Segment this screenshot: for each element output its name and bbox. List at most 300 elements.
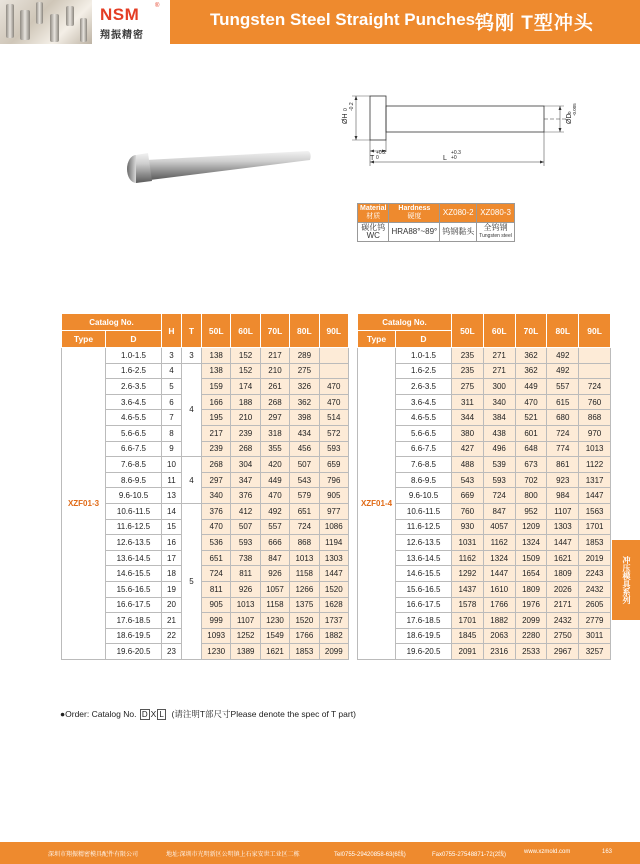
t2-price-cell: 669 bbox=[452, 488, 484, 504]
t2-price-cell: 275 bbox=[452, 379, 484, 395]
t1-price-cell: 1230 bbox=[202, 644, 231, 660]
spec-hardness-header: Hardness 硬度 bbox=[389, 204, 440, 223]
drawing-h-tol-upper: 0 bbox=[343, 108, 349, 111]
t1-price-cell: 188 bbox=[231, 394, 260, 410]
table-row bbox=[62, 503, 349, 519]
t2-price-cell: 1845 bbox=[452, 628, 484, 644]
t2-d-cell: 12.6-13.5 bbox=[396, 535, 452, 551]
t2-d-cell: 19.6-20.5 bbox=[396, 644, 452, 660]
t2-price-cell: 1447 bbox=[579, 488, 611, 504]
t1-h-cell: 10 bbox=[162, 457, 182, 473]
t2-price-cell: 868 bbox=[579, 410, 611, 426]
t1-price-cell: 811 bbox=[231, 566, 260, 582]
t1-price-cell: 318 bbox=[260, 425, 289, 441]
t1-price-cell: 398 bbox=[290, 410, 319, 426]
t2-price-cell: 1437 bbox=[452, 581, 484, 597]
t2-price-cell: 427 bbox=[452, 441, 484, 457]
logo-chinese-name: 翔振精密 bbox=[100, 30, 144, 41]
table-row bbox=[62, 425, 349, 441]
technical-drawing bbox=[330, 88, 580, 178]
t1-d-cell: 8.6-9.5 bbox=[106, 472, 162, 488]
t1-price-cell bbox=[319, 363, 348, 379]
t2-price-cell: 1509 bbox=[515, 550, 547, 566]
t1-price-cell: 268 bbox=[231, 441, 260, 457]
table-row bbox=[62, 488, 349, 504]
t1-d-cell: 11.6-12.5 bbox=[106, 519, 162, 535]
table-row bbox=[358, 519, 611, 535]
t2-price-cell: 2432 bbox=[547, 613, 579, 629]
t1-price-cell: 977 bbox=[319, 503, 348, 519]
t1-price-cell: 1158 bbox=[260, 597, 289, 613]
t1-price-cell: 926 bbox=[231, 581, 260, 597]
t1-price-cell: 376 bbox=[231, 488, 260, 504]
t2-price-cell: 1317 bbox=[579, 472, 611, 488]
t2-price-cell: 1122 bbox=[579, 457, 611, 473]
t1-price-cell: 724 bbox=[202, 566, 231, 582]
t1-h-cell: 15 bbox=[162, 519, 182, 535]
t1-h-cell: 20 bbox=[162, 597, 182, 613]
spec-col1-header: XZ080-2 bbox=[440, 204, 477, 223]
t1-price-cell: 195 bbox=[202, 410, 231, 426]
t2-price-cell: 1654 bbox=[515, 566, 547, 582]
t2-price-cell: 1209 bbox=[515, 519, 547, 535]
drawing-t-label: T bbox=[370, 155, 375, 162]
t1-d-header: D bbox=[106, 331, 162, 348]
table-row bbox=[62, 348, 349, 364]
t1-price-cell: 304 bbox=[231, 457, 260, 473]
t2-price-cell: 1853 bbox=[579, 535, 611, 551]
drawing-d-label: ØD bbox=[566, 113, 573, 124]
table-row bbox=[358, 535, 611, 551]
t1-h-cell: 6 bbox=[162, 394, 182, 410]
t2-d-cell: 5.6-6.5 bbox=[396, 425, 452, 441]
t1-price-cell: 651 bbox=[290, 503, 319, 519]
t2-price-cell: 702 bbox=[515, 472, 547, 488]
t2-price-cell: 1162 bbox=[452, 550, 484, 566]
t1-price-cell: 724 bbox=[290, 519, 319, 535]
t1-price-cell: 651 bbox=[202, 550, 231, 566]
drawing-t-tol-lower: 0 bbox=[376, 155, 379, 161]
table-row bbox=[358, 503, 611, 519]
t1-h-cell: 16 bbox=[162, 535, 182, 551]
t2-price-cell: 1809 bbox=[515, 581, 547, 597]
t2-price-cell: 1621 bbox=[547, 550, 579, 566]
table-row bbox=[358, 566, 611, 582]
t1-price-cell: 355 bbox=[260, 441, 289, 457]
t1-h-cell: 23 bbox=[162, 644, 182, 660]
table-row bbox=[358, 379, 611, 395]
t1-price-cell: 557 bbox=[260, 519, 289, 535]
t2-price-cell: 235 bbox=[452, 363, 484, 379]
t2-price-cell: 470 bbox=[515, 394, 547, 410]
table-row bbox=[62, 628, 349, 644]
t2-price-cell: 311 bbox=[452, 394, 484, 410]
order-note: (请注明T部尺寸Please denote the spec of T part) bbox=[171, 709, 356, 719]
footer-tel: Tel0755-29420858-63(6线) bbox=[334, 852, 406, 858]
t2-price-cell bbox=[579, 348, 611, 364]
t2-d-cell: 10.6-11.5 bbox=[396, 503, 452, 519]
t1-price-cell: 152 bbox=[231, 363, 260, 379]
t1-price-cell: 1194 bbox=[319, 535, 348, 551]
t1-price-cell: 261 bbox=[260, 379, 289, 395]
t1-price-cell: 1520 bbox=[319, 581, 348, 597]
t2-price-cell: 2099 bbox=[515, 613, 547, 629]
t1-d-cell: 18.6-19.5 bbox=[106, 628, 162, 644]
t1-price-cell: 340 bbox=[202, 488, 231, 504]
t2-price-cell: 543 bbox=[452, 472, 484, 488]
order-box-d: D bbox=[141, 710, 148, 719]
t2-d-cell: 11.6-12.5 bbox=[396, 519, 452, 535]
t1-price-cell: 210 bbox=[231, 410, 260, 426]
t1-d-cell: 16.6-17.5 bbox=[106, 597, 162, 613]
t2-price-cell: 384 bbox=[483, 410, 515, 426]
t2-price-cell: 380 bbox=[452, 425, 484, 441]
table-row bbox=[62, 519, 349, 535]
t1-price-cell: 579 bbox=[290, 488, 319, 504]
t1-price-cell: 138 bbox=[202, 363, 231, 379]
t1-h-cell: 14 bbox=[162, 503, 182, 519]
t1-price-cell: 152 bbox=[231, 348, 260, 364]
logo-registered-mark: ® bbox=[155, 3, 160, 9]
t1-price-cell: 1549 bbox=[260, 628, 289, 644]
t1-type-cell: XZF01-3 bbox=[62, 348, 106, 660]
t1-t-cell: 4 bbox=[182, 457, 202, 504]
order-prefix: ●Order: Catalog No. bbox=[60, 709, 137, 719]
t1-price-cell: 470 bbox=[319, 379, 348, 395]
t2-d-cell: 14.6-15.5 bbox=[396, 566, 452, 582]
t2-price-cell: 1976 bbox=[515, 597, 547, 613]
t1-d-cell: 19.6-20.5 bbox=[106, 644, 162, 660]
t2-price-cell: 673 bbox=[515, 457, 547, 473]
t1-price-cell: 456 bbox=[290, 441, 319, 457]
spec-col1-value: 钨钢黏头 bbox=[440, 223, 477, 242]
t1-t-cell: 4 bbox=[182, 363, 202, 457]
t2-d-cell: 7.6-8.5 bbox=[396, 457, 452, 473]
page-title-chinese: 钨刚 T型冲头 bbox=[475, 13, 594, 34]
t1-price-cell: 1628 bbox=[319, 597, 348, 613]
t2-price-cell bbox=[579, 363, 611, 379]
t2-price-cell: 235 bbox=[452, 348, 484, 364]
t1-price-cell: 239 bbox=[231, 425, 260, 441]
t2-price-cell: 1324 bbox=[483, 550, 515, 566]
spec-col2-header: XZ080-3 bbox=[477, 204, 515, 223]
t1-d-cell: 17.6-18.5 bbox=[106, 613, 162, 629]
t2-d-cell: 13.6-14.5 bbox=[396, 550, 452, 566]
t1-len-header: 80L bbox=[290, 314, 319, 348]
t1-price-cell: 376 bbox=[202, 503, 231, 519]
t1-h-cell: 17 bbox=[162, 550, 182, 566]
table-row bbox=[62, 644, 349, 660]
t1-price-cell bbox=[319, 348, 348, 364]
t2-price-cell: 438 bbox=[483, 425, 515, 441]
t1-price-cell: 1093 bbox=[202, 628, 231, 644]
t1-price-cell: 905 bbox=[319, 488, 348, 504]
t1-h-header: H bbox=[162, 314, 182, 348]
t1-d-cell: 12.6-13.5 bbox=[106, 535, 162, 551]
t1-d-cell: 13.6-14.5 bbox=[106, 550, 162, 566]
t1-price-cell: 507 bbox=[231, 519, 260, 535]
drawing-l-tol-lower: +0 bbox=[451, 155, 457, 161]
t1-h-cell: 11 bbox=[162, 472, 182, 488]
t2-price-cell: 970 bbox=[579, 425, 611, 441]
t1-price-cell: 347 bbox=[231, 472, 260, 488]
t2-price-cell: 2243 bbox=[579, 566, 611, 582]
t1-price-cell: 449 bbox=[260, 472, 289, 488]
t1-price-cell: 289 bbox=[290, 348, 319, 364]
t2-price-cell: 557 bbox=[547, 379, 579, 395]
t1-price-cell: 536 bbox=[202, 535, 231, 551]
drawing-h-label: ØH bbox=[342, 113, 349, 124]
table-row bbox=[62, 613, 349, 629]
spec-material-header: Material 材质 bbox=[358, 204, 389, 223]
t2-d-cell: 8.6-9.5 bbox=[396, 472, 452, 488]
page-title: Tungsten Steel Straight Punches bbox=[210, 10, 476, 29]
table-row bbox=[358, 425, 611, 441]
t1-price-cell: 420 bbox=[260, 457, 289, 473]
t2-len-header: 90L bbox=[579, 314, 611, 348]
t2-d-cell: 1.0-1.5 bbox=[396, 348, 452, 364]
t1-d-cell: 10.6-11.5 bbox=[106, 503, 162, 519]
t1-price-cell: 1013 bbox=[231, 597, 260, 613]
t2-price-cell: 1563 bbox=[579, 503, 611, 519]
t2-price-cell: 4057 bbox=[483, 519, 515, 535]
t1-d-cell: 14.6-15.5 bbox=[106, 566, 162, 582]
t2-price-cell: 2280 bbox=[515, 628, 547, 644]
drawing-l-label: L bbox=[443, 155, 447, 162]
t1-price-cell: 999 bbox=[202, 613, 231, 629]
t2-price-cell: 492 bbox=[547, 348, 579, 364]
brand-logo bbox=[92, 0, 170, 44]
t2-d-cell: 9.6-10.5 bbox=[396, 488, 452, 504]
t2-price-cell: 847 bbox=[483, 503, 515, 519]
t2-price-cell: 521 bbox=[515, 410, 547, 426]
t1-h-cell: 13 bbox=[162, 488, 182, 504]
material-spec-table bbox=[357, 203, 515, 242]
t2-price-cell: 930 bbox=[452, 519, 484, 535]
t1-t-cell: 5 bbox=[182, 503, 202, 659]
t1-price-cell: 297 bbox=[260, 410, 289, 426]
t2-price-cell: 1324 bbox=[515, 535, 547, 551]
t1-price-cell: 1853 bbox=[290, 644, 319, 660]
t2-price-cell: 496 bbox=[483, 441, 515, 457]
t1-price-cell: 659 bbox=[319, 457, 348, 473]
table-row bbox=[358, 488, 611, 504]
t2-price-cell: 2779 bbox=[579, 613, 611, 629]
page-header bbox=[0, 0, 640, 44]
t2-price-cell: 724 bbox=[547, 425, 579, 441]
t1-price-cell: 1303 bbox=[319, 550, 348, 566]
t2-price-cell: 984 bbox=[547, 488, 579, 504]
t1-d-cell: 1.0-1.5 bbox=[106, 348, 162, 364]
t1-price-cell: 470 bbox=[319, 394, 348, 410]
table-row bbox=[62, 581, 349, 597]
t1-h-cell: 5 bbox=[162, 379, 182, 395]
t1-price-cell: 326 bbox=[290, 379, 319, 395]
t2-price-cell: 271 bbox=[483, 348, 515, 364]
punch-product-image bbox=[122, 148, 312, 188]
t1-price-cell: 868 bbox=[290, 535, 319, 551]
t2-d-cell: 17.6-18.5 bbox=[396, 613, 452, 629]
table-row bbox=[62, 472, 349, 488]
t2-price-cell: 2063 bbox=[483, 628, 515, 644]
footer-fax: Fax0755-27548871-72(2线) bbox=[432, 852, 507, 858]
t1-price-cell: 1766 bbox=[290, 628, 319, 644]
t1-d-cell: 4.6-5.5 bbox=[106, 410, 162, 426]
t1-price-cell: 926 bbox=[260, 566, 289, 582]
t1-price-cell: 470 bbox=[202, 519, 231, 535]
t1-price-cell: 1520 bbox=[290, 613, 319, 629]
t2-price-cell: 449 bbox=[515, 379, 547, 395]
t2-price-cell: 1107 bbox=[547, 503, 579, 519]
t2-price-cell: 1292 bbox=[452, 566, 484, 582]
t1-len-header: 90L bbox=[319, 314, 348, 348]
t1-h-cell: 9 bbox=[162, 441, 182, 457]
table-row bbox=[358, 644, 611, 660]
table-row bbox=[62, 363, 349, 379]
t2-price-cell: 492 bbox=[547, 363, 579, 379]
drawing-t-tol-upper: +0.2 bbox=[376, 150, 386, 156]
t2-price-cell: 2432 bbox=[579, 581, 611, 597]
table-row bbox=[62, 410, 349, 426]
spec-material-value: 碳化钨 WC bbox=[358, 223, 389, 242]
t1-len-header: 70L bbox=[260, 314, 289, 348]
t1-t-header: T bbox=[182, 314, 202, 348]
t1-price-cell: 1882 bbox=[319, 628, 348, 644]
t2-d-cell: 2.6-3.5 bbox=[396, 379, 452, 395]
t1-price-cell: 210 bbox=[260, 363, 289, 379]
t2-price-cell: 1162 bbox=[483, 535, 515, 551]
t2-len-header: 80L bbox=[547, 314, 579, 348]
t1-price-cell: 738 bbox=[231, 550, 260, 566]
t2-price-cell: 2316 bbox=[483, 644, 515, 660]
t2-price-cell: 2026 bbox=[547, 581, 579, 597]
t1-h-cell: 8 bbox=[162, 425, 182, 441]
t2-d-cell: 3.6-4.5 bbox=[396, 394, 452, 410]
t2-price-cell: 2967 bbox=[547, 644, 579, 660]
page-footer bbox=[0, 842, 640, 864]
t1-price-cell: 593 bbox=[319, 441, 348, 457]
t2-catalog-header: Catalog No. bbox=[358, 314, 452, 331]
t1-price-cell: 268 bbox=[260, 394, 289, 410]
t2-price-cell: 800 bbox=[515, 488, 547, 504]
table-row bbox=[62, 535, 349, 551]
t1-d-cell: 3.6-4.5 bbox=[106, 394, 162, 410]
t1-h-cell: 22 bbox=[162, 628, 182, 644]
t2-price-cell: 488 bbox=[452, 457, 484, 473]
table-row bbox=[358, 581, 611, 597]
t1-price-cell: 174 bbox=[231, 379, 260, 395]
t2-d-cell: 6.6-7.5 bbox=[396, 441, 452, 457]
t2-price-cell: 1882 bbox=[483, 613, 515, 629]
t2-type-header: Type bbox=[358, 331, 396, 348]
t2-d-cell: 4.6-5.5 bbox=[396, 410, 452, 426]
t2-price-cell: 1031 bbox=[452, 535, 484, 551]
t2-price-cell: 362 bbox=[515, 348, 547, 364]
spec-col2-value: 全钨钢 Tungsten steel bbox=[477, 223, 515, 242]
order-instruction bbox=[60, 708, 356, 720]
t2-price-cell: 1013 bbox=[579, 441, 611, 457]
spec-hardness-value: HRA88°~89° bbox=[389, 223, 440, 242]
t2-price-cell: 1701 bbox=[452, 613, 484, 629]
t1-price-cell: 275 bbox=[290, 363, 319, 379]
t1-h-cell: 3 bbox=[162, 348, 182, 364]
t1-type-header: Type bbox=[62, 331, 106, 348]
t2-price-cell: 601 bbox=[515, 425, 547, 441]
t1-h-cell: 21 bbox=[162, 613, 182, 629]
t2-price-cell: 2171 bbox=[547, 597, 579, 613]
t2-price-cell: 680 bbox=[547, 410, 579, 426]
drawing-d-tol-lower: -0.005 bbox=[572, 103, 577, 116]
t1-price-cell: 796 bbox=[319, 472, 348, 488]
t2-len-header: 70L bbox=[515, 314, 547, 348]
t1-price-cell: 268 bbox=[202, 457, 231, 473]
t2-d-cell: 1.6-2.5 bbox=[396, 363, 452, 379]
t1-price-cell: 572 bbox=[319, 425, 348, 441]
table-row bbox=[62, 597, 349, 613]
table-row bbox=[358, 457, 611, 473]
t2-price-cell: 271 bbox=[483, 363, 515, 379]
t1-d-cell: 1.6-2.5 bbox=[106, 363, 162, 379]
t2-price-cell: 3011 bbox=[579, 628, 611, 644]
t1-price-cell: 166 bbox=[202, 394, 231, 410]
t2-price-cell: 760 bbox=[452, 503, 484, 519]
t2-d-cell: 18.6-19.5 bbox=[396, 628, 452, 644]
t1-price-cell: 593 bbox=[231, 535, 260, 551]
t1-price-cell: 507 bbox=[290, 457, 319, 473]
table-row bbox=[358, 348, 611, 364]
t1-d-cell: 6.6-7.5 bbox=[106, 441, 162, 457]
t1-price-cell: 1057 bbox=[260, 581, 289, 597]
t2-d-cell: 15.6-16.5 bbox=[396, 581, 452, 597]
t1-d-cell: 2.6-3.5 bbox=[106, 379, 162, 395]
t2-price-cell: 952 bbox=[515, 503, 547, 519]
t2-price-cell: 539 bbox=[483, 457, 515, 473]
t2-price-cell: 362 bbox=[515, 363, 547, 379]
t2-len-header: 60L bbox=[483, 314, 515, 348]
t1-h-cell: 19 bbox=[162, 581, 182, 597]
t1-price-cell: 1013 bbox=[290, 550, 319, 566]
t1-price-cell: 1086 bbox=[319, 519, 348, 535]
t1-h-cell: 18 bbox=[162, 566, 182, 582]
t1-d-cell: 9.6-10.5 bbox=[106, 488, 162, 504]
t1-price-cell: 1389 bbox=[231, 644, 260, 660]
t2-price-cell: 615 bbox=[547, 394, 579, 410]
t1-price-cell: 847 bbox=[260, 550, 289, 566]
table-row bbox=[62, 379, 349, 395]
t1-price-cell: 1266 bbox=[290, 581, 319, 597]
t1-price-cell: 1107 bbox=[231, 613, 260, 629]
t2-price-cell: 1809 bbox=[547, 566, 579, 582]
t1-d-cell: 7.6-8.5 bbox=[106, 457, 162, 473]
t2-d-cell: 16.6-17.5 bbox=[396, 597, 452, 613]
table-row bbox=[358, 613, 611, 629]
t1-price-cell: 239 bbox=[202, 441, 231, 457]
t1-price-cell: 666 bbox=[260, 535, 289, 551]
table-row bbox=[358, 441, 611, 457]
t2-price-cell: 2605 bbox=[579, 597, 611, 613]
t1-price-cell: 1621 bbox=[260, 644, 289, 660]
t2-price-cell: 1578 bbox=[452, 597, 484, 613]
t1-h-cell: 4 bbox=[162, 363, 182, 379]
t1-price-cell: 1158 bbox=[290, 566, 319, 582]
catalog-table-xzf01-4 bbox=[357, 313, 611, 660]
t2-price-cell: 593 bbox=[483, 472, 515, 488]
order-times: X bbox=[150, 709, 157, 719]
order-box-l: L bbox=[159, 710, 164, 719]
t1-catalog-header: Catalog No. bbox=[62, 314, 162, 331]
t1-price-cell: 811 bbox=[202, 581, 231, 597]
t2-price-cell: 1610 bbox=[483, 581, 515, 597]
